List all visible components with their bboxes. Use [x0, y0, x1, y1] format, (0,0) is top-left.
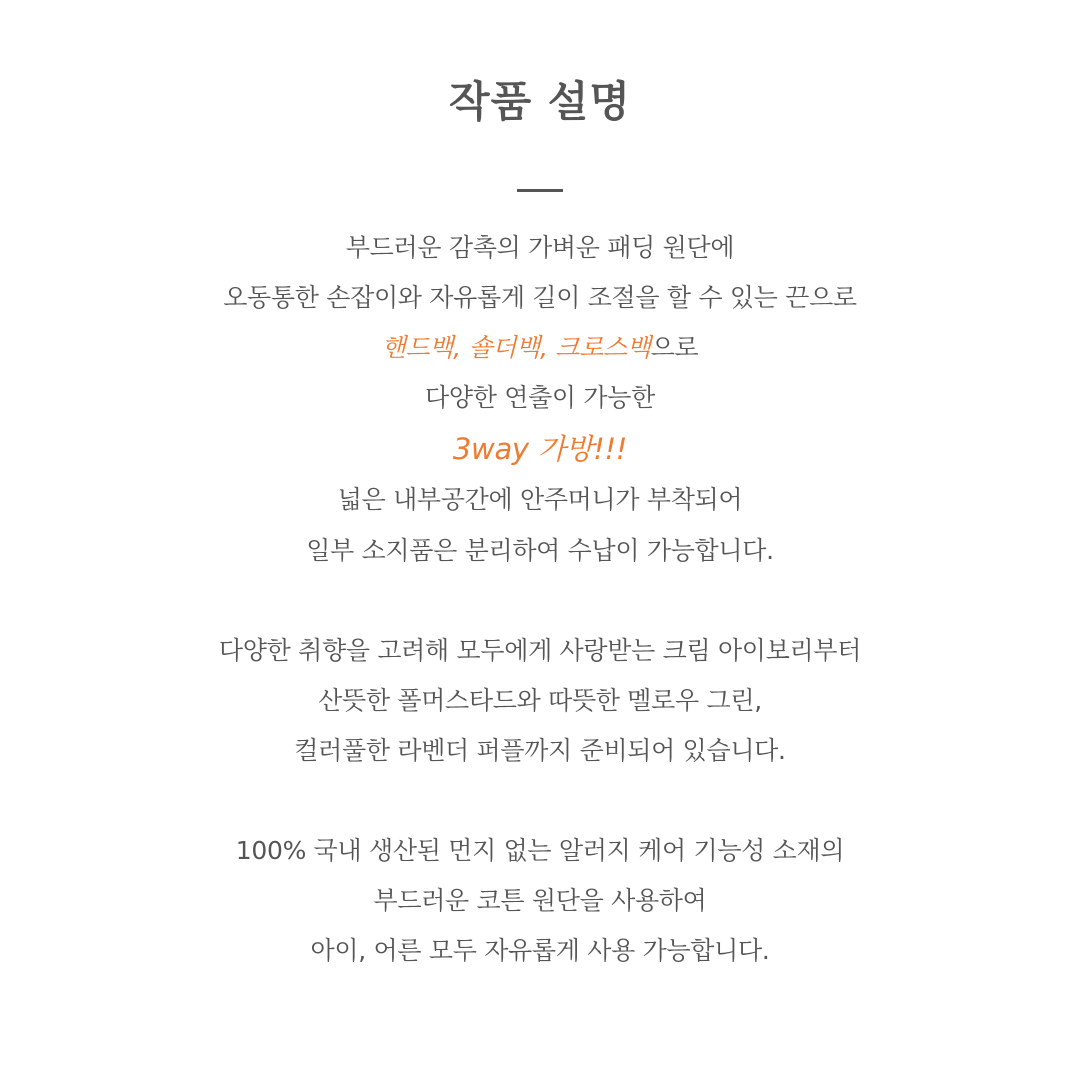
three-way-bag-highlight: 3way 가방!!!	[452, 432, 628, 466]
color-line-2: 산뜻한 폴머스타드와 따뜻한 멜로우 그린,	[318, 686, 762, 715]
description-line-1: 부드러운 감촉의 가벼운 패딩 원단에	[345, 233, 735, 262]
material-line-1: 100% 국내 생산된 먼지 없는 알러지 케어 기능성 소재의	[235, 836, 845, 865]
color-line-1: 다양한 취향을 고려해 모두에게 사랑받는 크림 아이보리부터	[218, 636, 862, 665]
material-line-3: 아이, 어른 모두 자유롭게 사용 가능합니다.	[310, 936, 770, 965]
title-divider	[517, 189, 563, 192]
color-line-3: 컬러풀한 라벤더 퍼플까지 준비되어 있습니다.	[294, 736, 786, 765]
description-line-6: 넓은 내부공간에 안주머니가 부착되어	[337, 485, 743, 514]
description-line-2: 오동통한 손잡이와 자유롭게 길이 조절을 할 수 있는 끈으로	[223, 283, 857, 312]
description-line-3-suffix: 으로	[650, 333, 699, 362]
material-line-2: 부드러운 코튼 원단을 사용하여	[373, 886, 707, 915]
description-line-7: 일부 소지품은 분리하여 수납이 가능합니다.	[306, 536, 774, 565]
description-line-4: 다양한 연출이 가능한	[425, 383, 655, 412]
bag-types-highlight: 핸드백, 숄더백, 크로스백	[381, 333, 651, 362]
page-title: 작품 설명	[449, 77, 631, 126]
description-line-3	[0, 330, 1080, 366]
description-line-5	[0, 431, 1080, 469]
